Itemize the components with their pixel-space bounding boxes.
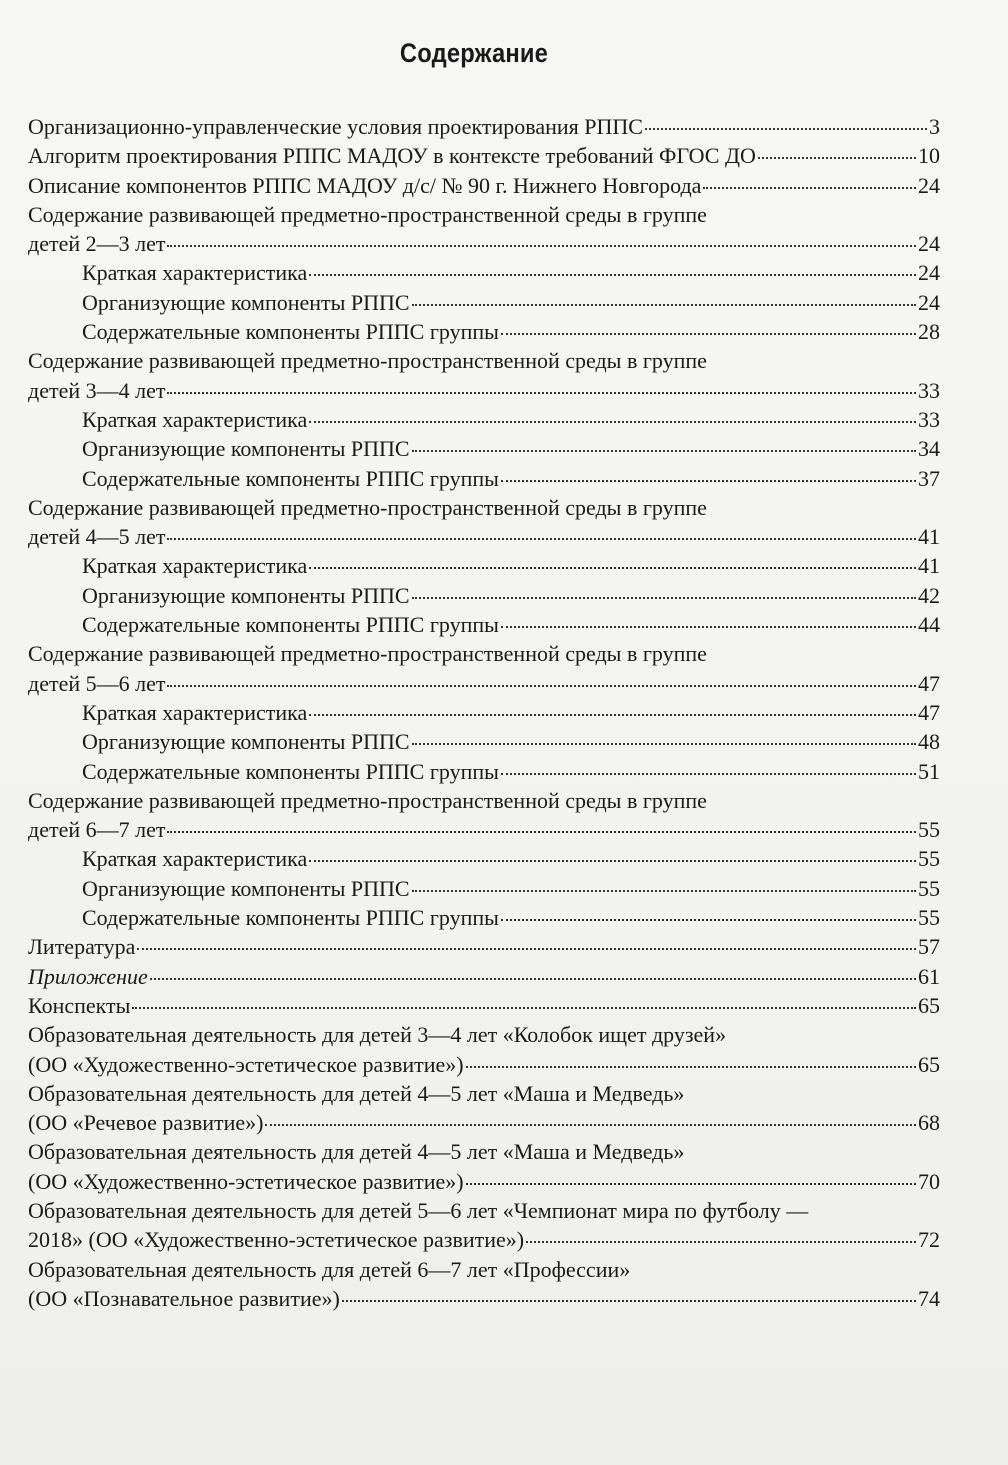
toc-entry xyxy=(28,903,940,932)
toc-entry-title: Организующие компоненты РППС xyxy=(82,436,410,462)
dot-leader xyxy=(132,1007,916,1009)
toc-entry-title-line: Образовательная деятельность для детей 3—4 лет «Колобок ищет друзей» xyxy=(28,1022,727,1048)
toc-entry-row xyxy=(28,288,940,317)
dot-leader xyxy=(466,1066,916,1068)
toc-entry-title-line: Содержание развивающей предметно-пространственной среды в группе xyxy=(28,641,707,667)
toc-page-number: 34 xyxy=(918,436,940,462)
dot-leader xyxy=(501,333,916,335)
toc-entry-row xyxy=(28,1225,940,1254)
table-of-contents xyxy=(28,112,940,1313)
toc-entry-row xyxy=(28,581,940,610)
dot-leader xyxy=(412,304,916,306)
toc-entry xyxy=(28,581,940,610)
toc-entry-title: детей 5—6 лет xyxy=(28,670,166,696)
toc-entry-row xyxy=(28,698,940,727)
toc-entry-title: Организующие компоненты РППС xyxy=(82,875,410,901)
toc-page-number: 51 xyxy=(918,758,940,784)
dot-leader xyxy=(501,480,916,482)
dot-leader xyxy=(412,890,916,892)
toc-page-number: 37 xyxy=(918,465,940,491)
dot-leader xyxy=(758,157,916,159)
toc-entry xyxy=(28,874,940,903)
toc-page-number: 10 xyxy=(918,143,940,169)
toc-entry xyxy=(28,786,940,845)
dot-leader xyxy=(466,1183,916,1185)
toc-entry-row xyxy=(28,991,940,1020)
toc-entry xyxy=(28,991,940,1020)
dot-leader xyxy=(412,450,916,452)
toc-entry-title: Содержательные компоненты РППС группы xyxy=(82,319,499,345)
toc-page-number: 65 xyxy=(918,1051,940,1077)
dot-leader xyxy=(309,860,916,862)
toc-entry-title-line: Образовательная деятельность для детей 4—5 лет «Маша и Медведь» xyxy=(28,1139,685,1165)
toc-page-number: 41 xyxy=(918,553,940,579)
toc-entry-title: Содержательные компоненты РППС группы xyxy=(82,612,499,638)
toc-page-number: 55 xyxy=(918,846,940,872)
toc-entry xyxy=(28,434,940,463)
toc-page-number: 3 xyxy=(929,114,940,139)
toc-page-number: 57 xyxy=(918,934,940,960)
toc-entry-row xyxy=(28,727,940,756)
dot-leader xyxy=(167,831,916,833)
toc-entry-row xyxy=(28,141,940,170)
toc-entry-row xyxy=(28,229,940,258)
dot-leader xyxy=(501,773,916,775)
toc-entry-title-line: Содержание развивающей предметно-пространственной среды в группе xyxy=(28,494,707,520)
toc-entry xyxy=(28,639,940,698)
toc-entry-title: Организующие компоненты РППС xyxy=(82,582,410,608)
toc-entry-title: Содержательные компоненты РППС группы xyxy=(82,905,499,931)
toc-entry-row xyxy=(28,317,940,346)
dot-leader xyxy=(150,978,916,980)
toc-page-number: 48 xyxy=(918,729,940,755)
toc-page-number: 28 xyxy=(918,319,940,345)
toc-entry-title: Организационно-управленческие условия проектирования РППС xyxy=(28,114,643,139)
toc-entry-title: (ОО «Художественно-эстетическое развитие») xyxy=(28,1051,464,1077)
toc-entry xyxy=(28,1137,940,1196)
toc-entry xyxy=(28,317,940,346)
toc-entry xyxy=(28,551,940,580)
toc-entry xyxy=(28,288,940,317)
toc-entry-title: 2018» (ОО «Художественно-эстетическое развитие») xyxy=(28,1227,525,1253)
toc-entry-row xyxy=(28,112,940,141)
dot-leader xyxy=(412,743,916,745)
toc-entry-title: Содержательные компоненты РППС группы xyxy=(82,758,499,784)
toc-entry-title: (ОО «Художественно-эстетическое развитие») xyxy=(28,1168,464,1194)
dot-leader xyxy=(342,1300,916,1302)
toc-entry-row xyxy=(28,434,940,463)
toc-entry-title: Алгоритм проектирования РППС МАДОУ в контексте требований ФГОС ДО xyxy=(28,143,756,169)
toc-entry xyxy=(28,932,940,961)
toc-page-number: 24 xyxy=(918,231,940,257)
toc-entry xyxy=(28,171,940,200)
toc-entry xyxy=(28,141,940,170)
toc-entry-row xyxy=(28,815,940,844)
toc-entry xyxy=(28,962,940,991)
toc-entry-title: Краткая характеристика xyxy=(82,406,308,432)
toc-page-number: 33 xyxy=(918,377,940,403)
toc-page-number: 55 xyxy=(918,875,940,901)
dot-leader xyxy=(645,128,927,130)
toc-entry xyxy=(28,844,940,873)
dot-leader xyxy=(412,597,916,599)
dot-leader xyxy=(309,567,916,569)
toc-entry xyxy=(28,200,940,259)
toc-entry xyxy=(28,464,940,493)
toc-page-number: 68 xyxy=(918,1110,940,1136)
toc-page-number: 24 xyxy=(918,260,940,286)
toc-entry-title: детей 2—3 лет xyxy=(28,231,166,257)
toc-entry-title: Организующие компоненты РППС xyxy=(82,729,410,755)
toc-page-number: 42 xyxy=(918,582,940,608)
toc-entry-row xyxy=(28,1284,940,1313)
toc-page-number: 55 xyxy=(918,817,940,843)
toc-entry-row xyxy=(28,962,940,991)
toc-entry-title: Краткая характеристика xyxy=(82,699,308,725)
dot-leader xyxy=(167,538,916,540)
toc-entry-row xyxy=(28,903,940,932)
toc-page-number: 55 xyxy=(918,905,940,931)
dot-leader xyxy=(137,948,916,950)
dot-leader xyxy=(309,714,916,716)
toc-page-number: 47 xyxy=(918,670,940,696)
toc-entry-row xyxy=(28,757,940,786)
toc-entry xyxy=(28,610,940,639)
toc-entry xyxy=(28,727,940,756)
toc-entry-title-line: Образовательная деятельность для детей 6—7 лет «Профессии» xyxy=(28,1256,631,1282)
toc-page-number: 47 xyxy=(918,699,940,725)
toc-entry-row xyxy=(28,874,940,903)
toc-entry xyxy=(28,1079,940,1138)
dot-leader xyxy=(167,685,916,687)
toc-entry-title: Краткая характеристика xyxy=(82,260,308,286)
toc-entry-title: Организующие компоненты РППС xyxy=(82,289,410,315)
toc-page-number: 72 xyxy=(918,1227,940,1253)
toc-entry-row xyxy=(28,464,940,493)
toc-page-number: 65 xyxy=(918,992,940,1018)
toc-entry-row xyxy=(28,1108,940,1137)
page-title: Содержание xyxy=(399,38,549,68)
toc-entry-title: Краткая характеристика xyxy=(82,553,308,579)
toc-entry-row xyxy=(28,1167,940,1196)
toc-entry-title: детей 4—5 лет xyxy=(28,524,166,550)
toc-entry-row xyxy=(28,405,940,434)
toc-page-number: 61 xyxy=(918,963,940,989)
toc-entry-row xyxy=(28,669,940,698)
dot-leader xyxy=(265,1124,916,1126)
toc-entry-title-line: Содержание развивающей предметно-пространственной среды в группе xyxy=(28,787,707,813)
toc-entry-row xyxy=(28,610,940,639)
toc-entry-row xyxy=(28,258,940,287)
toc-entry-title: (ОО «Речевое развитие») xyxy=(28,1110,264,1136)
toc-entry xyxy=(28,493,940,552)
toc-entry-title: Конспекты xyxy=(28,992,131,1018)
toc-page-number: 33 xyxy=(918,406,940,432)
dot-leader xyxy=(167,245,916,247)
toc-entry-row xyxy=(28,522,940,551)
toc-page-number: 24 xyxy=(918,172,940,198)
toc-entry-row xyxy=(28,171,940,200)
toc-page-number: 24 xyxy=(918,289,940,315)
toc-page-number: 41 xyxy=(918,524,940,550)
toc-page-number: 74 xyxy=(918,1285,940,1311)
toc-entry xyxy=(28,1255,940,1314)
dot-leader xyxy=(309,274,916,276)
toc-entry xyxy=(28,346,940,405)
dot-leader xyxy=(501,919,916,921)
dot-leader xyxy=(501,626,916,628)
toc-entry-title: Описание компонентов РППС МАДОУ д/с/ № 90 г. Нижнего Новгорода xyxy=(28,172,702,198)
toc-entry-title: детей 6—7 лет xyxy=(28,817,166,843)
toc-entry xyxy=(28,112,940,141)
toc-entry-title-line: Содержание развивающей предметно-пространственной среды в группе xyxy=(28,201,707,227)
dot-leader xyxy=(309,421,916,423)
toc-entry-title-line: Образовательная деятельность для детей 4—5 лет «Маша и Медведь» xyxy=(28,1080,685,1106)
toc-entry-title: (ОО «Познавательное развитие») xyxy=(28,1285,340,1311)
toc-entry xyxy=(28,405,940,434)
toc-page-number: 44 xyxy=(918,612,940,638)
toc-entry-title: Содержательные компоненты РППС группы xyxy=(82,465,499,491)
toc-entry-row xyxy=(28,376,940,405)
dot-leader xyxy=(526,1241,916,1243)
toc-entry xyxy=(28,698,940,727)
toc-entry xyxy=(28,1020,940,1079)
toc-entry xyxy=(28,757,940,786)
toc-entry-title-line: Содержание развивающей предметно-пространственной среды в группе xyxy=(28,348,707,374)
toc-entry-title: детей 3—4 лет xyxy=(28,377,166,403)
toc-entry-row xyxy=(28,1050,940,1079)
dot-leader xyxy=(703,187,916,189)
toc-entry xyxy=(28,258,940,287)
toc-entry-title: Литература xyxy=(28,934,136,960)
dot-leader xyxy=(167,392,916,394)
toc-entry-row xyxy=(28,551,940,580)
toc-entry-row xyxy=(28,844,940,873)
toc-entry-title: Приложение xyxy=(28,963,148,989)
toc-page-number: 70 xyxy=(918,1168,940,1194)
toc-entry-row xyxy=(28,932,940,961)
toc-entry-title-line: Образовательная деятельность для детей 5—6 лет «Чемпионат мира по футболу — xyxy=(28,1197,809,1223)
toc-entry-title: Краткая характеристика xyxy=(82,846,308,872)
toc-entry xyxy=(28,1196,940,1255)
